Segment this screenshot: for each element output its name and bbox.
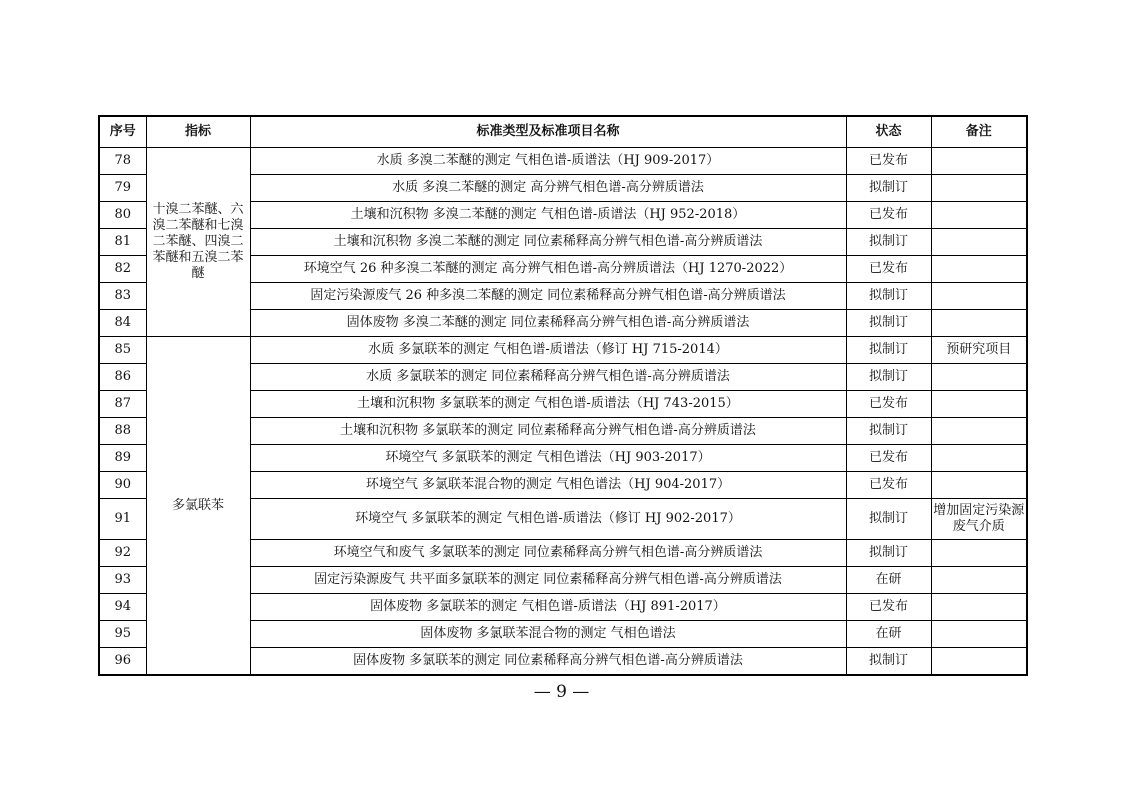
row-seq: 94 — [99, 594, 146, 621]
header-status: 状态 — [846, 116, 931, 148]
row-seq: 96 — [99, 648, 146, 676]
row-standard-name: 固定污染源废气 26 种多溴二苯醚的测定 同位素稀释高分辨气相色谱-高分辨质谱法 — [250, 283, 846, 310]
row-remark — [931, 445, 1027, 472]
row-seq: 93 — [99, 567, 146, 594]
row-standard-name: 环境空气和废气 多氯联苯的测定 同位素稀释高分辨气相色谱-高分辨质谱法 — [250, 540, 846, 567]
row-remark — [931, 256, 1027, 283]
row-standard-name: 固体废物 多氯联苯混合物的测定 气相色谱法 — [250, 621, 846, 648]
row-standard-name: 固体废物 多溴二苯醚的测定 同位素稀释高分辨气相色谱-高分辨质谱法 — [250, 310, 846, 337]
row-standard-name: 环境空气 多氯联苯的测定 气相色谱法（HJ 903-2017） — [250, 445, 846, 472]
row-remark: 预研究项目 — [931, 337, 1027, 364]
row-seq: 92 — [99, 540, 146, 567]
row-seq: 87 — [99, 391, 146, 418]
row-standard-name: 土壤和沉积物 多溴二苯醚的测定 同位素稀释高分辨气相色谱-高分辨质谱法 — [250, 229, 846, 256]
row-remark — [931, 621, 1027, 648]
row-status: 在研 — [846, 567, 931, 594]
row-remark — [931, 229, 1027, 256]
row-status: 拟制订 — [846, 499, 931, 540]
row-remark — [931, 648, 1027, 676]
row-standard-name: 水质 多溴二苯醚的测定 气相色谱-质谱法（HJ 909-2017） — [250, 148, 846, 175]
row-standard-name: 固定污染源废气 共平面多氯联苯的测定 同位素稀释高分辨气相色谱-高分辨质谱法 — [250, 567, 846, 594]
header-remark: 备注 — [931, 116, 1027, 148]
row-status: 拟制订 — [846, 310, 931, 337]
header-seq: 序号 — [99, 116, 146, 148]
row-remark — [931, 175, 1027, 202]
row-remark — [931, 594, 1027, 621]
row-seq: 82 — [99, 256, 146, 283]
row-remark — [931, 148, 1027, 175]
header-indicator: 指标 — [146, 116, 250, 148]
row-seq: 90 — [99, 472, 146, 499]
row-status: 拟制订 — [846, 229, 931, 256]
row-status: 已发布 — [846, 594, 931, 621]
row-status: 拟制订 — [846, 418, 931, 445]
row-status: 已发布 — [846, 445, 931, 472]
row-remark — [931, 202, 1027, 229]
row-standard-name: 土壤和沉积物 多溴二苯醚的测定 气相色谱-质谱法（HJ 952-2018） — [250, 202, 846, 229]
row-remark — [931, 472, 1027, 499]
row-seq: 79 — [99, 175, 146, 202]
row-remark — [931, 418, 1027, 445]
row-remark — [931, 391, 1027, 418]
row-standard-name: 土壤和沉积物 多氯联苯的测定 同位素稀释高分辨气相色谱-高分辨质谱法 — [250, 418, 846, 445]
row-status: 在研 — [846, 621, 931, 648]
row-seq: 84 — [99, 310, 146, 337]
row-standard-name: 水质 多氯联苯的测定 气相色谱-质谱法（修订 HJ 715-2014） — [250, 337, 846, 364]
row-standard-name: 环境空气 多氯联苯的测定 气相色谱-质谱法（修订 HJ 902-2017） — [250, 499, 846, 540]
row-seq: 88 — [99, 418, 146, 445]
row-status: 已发布 — [846, 391, 931, 418]
row-status: 已发布 — [846, 472, 931, 499]
row-status: 拟制订 — [846, 364, 931, 391]
row-seq: 86 — [99, 364, 146, 391]
row-seq: 91 — [99, 499, 146, 540]
row-standard-name: 水质 多溴二苯醚的测定 高分辨气相色谱-高分辨质谱法 — [250, 175, 846, 202]
row-remark — [931, 283, 1027, 310]
standards-table — [98, 115, 1028, 676]
row-seq: 81 — [99, 229, 146, 256]
row-seq: 89 — [99, 445, 146, 472]
row-remark: 增加固定污染源废气介质 — [931, 499, 1027, 540]
row-remark — [931, 540, 1027, 567]
row-status: 已发布 — [846, 256, 931, 283]
table-body — [99, 148, 1027, 676]
row-indicator: 十溴二苯醚、六溴二苯醚和七溴二苯醚、四溴二苯醚和五溴二苯醚 — [146, 148, 250, 337]
row-status: 已发布 — [846, 202, 931, 229]
row-status: 已发布 — [846, 148, 931, 175]
table-row — [99, 148, 1027, 175]
row-indicator: 多氯联苯 — [146, 337, 250, 676]
row-status: 拟制订 — [846, 283, 931, 310]
row-seq: 95 — [99, 621, 146, 648]
row-standard-name: 固体废物 多氯联苯的测定 同位素稀释高分辨气相色谱-高分辨质谱法 — [250, 648, 846, 676]
table-row — [99, 337, 1027, 364]
row-seq: 85 — [99, 337, 146, 364]
row-status: 拟制订 — [846, 540, 931, 567]
row-standard-name: 固体废物 多氯联苯的测定 气相色谱-质谱法（HJ 891-2017） — [250, 594, 846, 621]
row-seq: 80 — [99, 202, 146, 229]
page-number: — 9 — — [533, 682, 590, 702]
row-status: 拟制订 — [846, 648, 931, 676]
row-status: 拟制订 — [846, 175, 931, 202]
row-remark — [931, 364, 1027, 391]
row-standard-name: 水质 多氯联苯的测定 同位素稀释高分辨气相色谱-高分辨质谱法 — [250, 364, 846, 391]
row-remark — [931, 567, 1027, 594]
row-standard-name: 环境空气 26 种多溴二苯醚的测定 高分辨气相色谱-高分辨质谱法（HJ 1270-2022） — [250, 256, 846, 283]
row-seq: 78 — [99, 148, 146, 175]
row-standard-name: 土壤和沉积物 多氯联苯的测定 气相色谱-质谱法（HJ 743-2015） — [250, 391, 846, 418]
row-seq: 83 — [99, 283, 146, 310]
row-status: 拟制订 — [846, 337, 931, 364]
table-header-row — [99, 116, 1027, 148]
row-standard-name: 环境空气 多氯联苯混合物的测定 气相色谱法（HJ 904-2017） — [250, 472, 846, 499]
row-remark — [931, 310, 1027, 337]
header-standard: 标准类型及标准项目名称 — [250, 116, 846, 148]
